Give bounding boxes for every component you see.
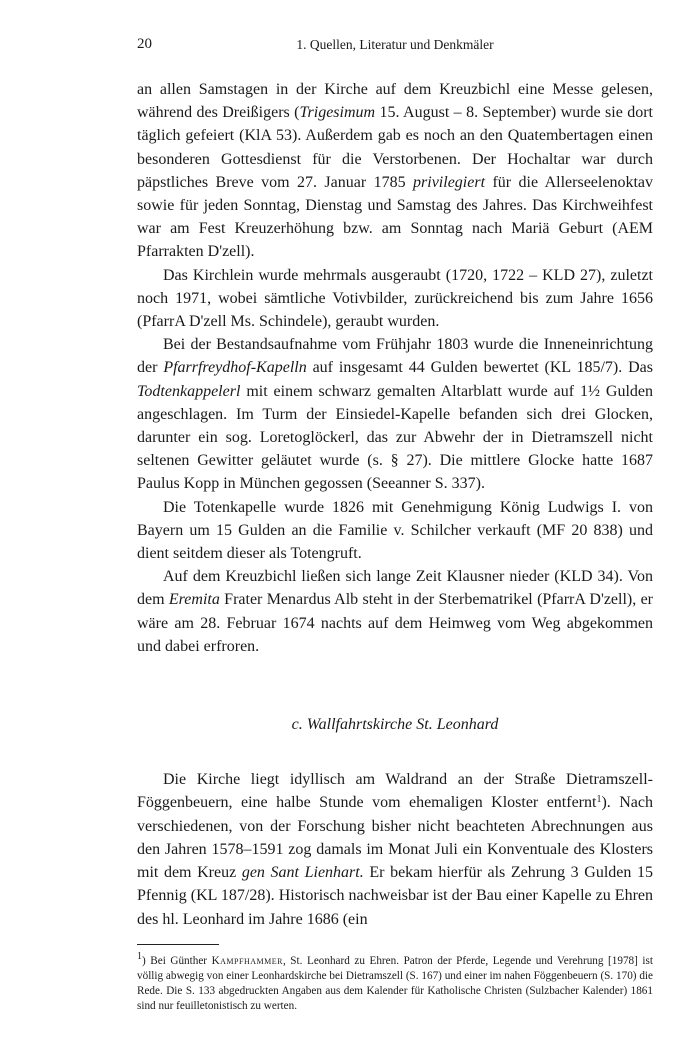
- book-page: [137, 36, 653, 1014]
- text-run: auf insgesamt 44 Gulden bewertet (KL 185/7). Das: [306, 359, 653, 377]
- paragraph: [137, 768, 653, 930]
- section-paragraphs: [137, 768, 653, 930]
- text-run: Das Kirchlein wurde mehrmals ausgeraubt (1720, 1722 – KLD 27), zuletzt noch 1971, wobei sämtliche Votivbilder, zurückreichend bis zum Jahre 1656 (PfarrA D'zell Ms. Schindele), geraubt wurden.: [137, 266, 653, 331]
- body-text: [137, 78, 653, 931]
- footnote-marker: 1: [596, 794, 602, 806]
- text-run: Frater Menardus Alb steht in der Sterbematrikel (PfarrA D'zell), er wäre am 28. Februar 1674 nachts auf dem Heimweg vom Weg abgekommen und dabei erfroren.: [137, 591, 654, 655]
- section-heading: c. Wallfahrtskirche St. Leonhard: [291, 716, 499, 734]
- italic-run: privilegiert: [413, 173, 486, 191]
- text-run: für die Allerseelenoktav sowie für jeden Sonntag, Dienstag und Samstag des Jahres. Das Kirchweihfest war am Fest Kreuzerhöhung bzw. am Sonntag nach Mariä Geburt (AEM Pfarrakten D'zell).: [137, 173, 653, 261]
- italic-run: gen Sant Lienhart.: [241, 864, 364, 882]
- text-run: an allen Samstagen in der Kirche auf dem Kreuzbichl eine Messe gelesen, während des Dreißigers (: [137, 81, 653, 122]
- page-number: 20: [137, 36, 152, 52]
- text-run: ) Bei Günther: [142, 954, 212, 967]
- text-run: Auf dem Kreuzbichl ließen sich lange Zeit Klausner nieder (KLD 34). Von dem: [137, 568, 653, 609]
- italic-run: Trigesimum: [299, 104, 376, 122]
- italic-run: Pfarrfreydhof-Kapelln: [163, 359, 307, 377]
- text-run: , St. Leonhard zu Ehren. Patron der Pferde, Legende und Verehrung [1978] ist völlig abwegig von einer Leonhardskirche bei Dietramszell (S. 167) und einer im nahen Föggenbeuern (S. 170) die Rede. Die S. 133 abgedruckten Angaben aus dem Kalender für Katholische Christen (Sulzbacher Kalender) 1861 sind nur feuilletonistisch zu werten.: [137, 954, 653, 1012]
- text-run: mit einem schwarz gemalten Altarblatt wurde auf 1½ Gulden angeschlagen. Im Turm der Einsiedel-Kapelle befanden sich drei Glocken, darunter ein sog. Loretoglöckerl, das zur Abwehr der in Dietramszell nicht seltenen Gewitter geläutet wurde (s. § 27). Die mittlere Glocke hatte 1687 Paulus Kopp in München gegossen (Seeanner S. 337).: [137, 382, 653, 493]
- paragraph: [137, 264, 653, 334]
- italic-run: Todtenkappelerl: [137, 382, 241, 400]
- running-head: 1. Quellen, Literatur und Denkmäler: [296, 37, 494, 52]
- paragraph: [137, 496, 653, 566]
- main-paragraphs: [137, 78, 653, 658]
- author-name: Kampfhammer: [211, 954, 283, 967]
- text-run: Die Totenkapelle wurde 1826 mit Genehmigung König Ludwigs I. von Bayern um 15 Gulden an die Familie v. Schilcher verkauft (MF 20 838) und dient seitdem dieser als Totengruft.: [137, 498, 653, 563]
- paragraph: [137, 333, 653, 495]
- footnote-rule: [137, 944, 219, 945]
- text-run: 15. August – 8. September) wurde sie dort täglich gefeiert (KlA 53). Außerdem gab es noch an den Quatembertagen einen besonderen Gottesdienst für die Verstorbenen. Der Hochaltar war durch päpstliches Breve vom 27. Januar 1785: [137, 104, 654, 191]
- text-run: Die Kirche liegt idyllisch am Waldrand an der Straße Dietramszell-Föggenbeuern, eine halbe Stunde vom ehemaligen Kloster entfernt: [137, 771, 653, 812]
- paragraph: [137, 565, 653, 658]
- text-run: ). Nach verschiedenen, von der Forschung bisher nicht beachteten Abrechnungen aus den Jahren 1578–1591 zog damals im Monat Juli ein Konventuale des Klosters mit dem Kreuz: [137, 794, 654, 882]
- paragraph: [137, 78, 653, 264]
- page-header: [137, 36, 653, 58]
- footnote-marker: 1: [137, 950, 142, 962]
- text-run: Bei der Bestandsaufnahme vom Frühjahr 1803 wurde die Inneneinrichtung der: [137, 336, 653, 377]
- footnote: [137, 950, 653, 1014]
- text-run: Er bekam hierfür als Zehrung 3 Gulden 15 Pfennig (KL 187/28). Historisch nachweisbar ist der Bau einer Kapelle zu Ehren des hl. Leonhard im Jahre 1686 (ein: [137, 864, 654, 928]
- italic-run: Eremita: [168, 591, 220, 609]
